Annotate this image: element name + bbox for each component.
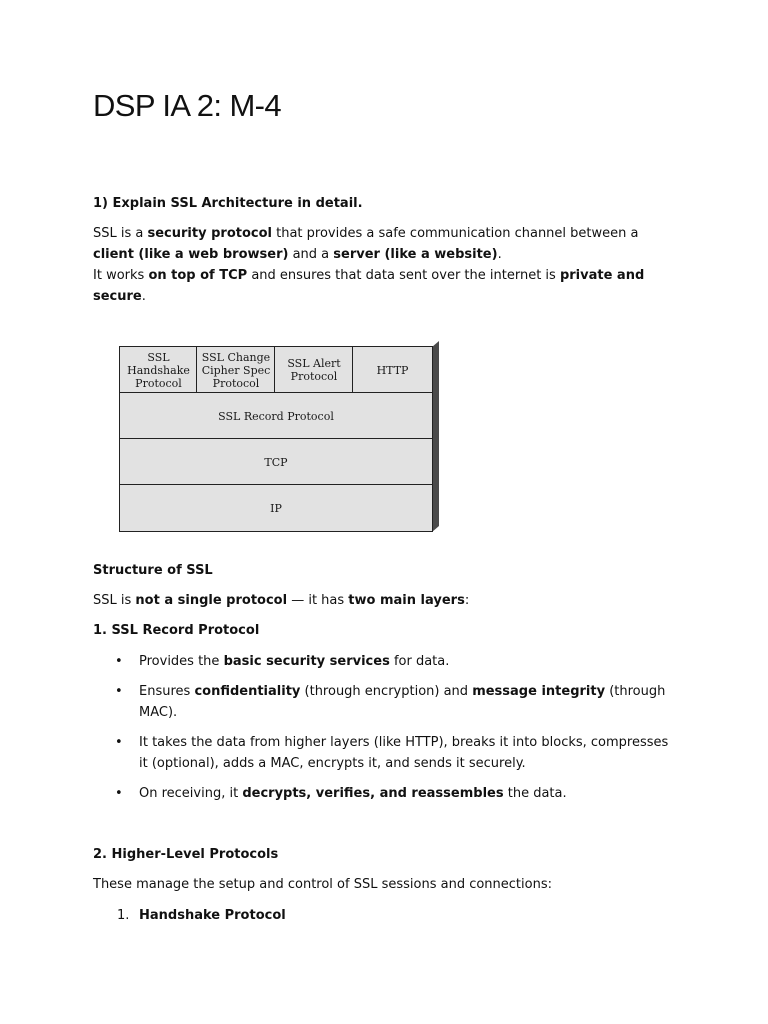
higher-protocols-heading: 2. Higher-Level Protocols [93, 847, 279, 862]
item-number: 1. [117, 908, 130, 923]
structure-paragraph: SSL is not a single protocol — it has two main layers: [93, 593, 470, 608]
tcp-cell: TCP [119, 438, 433, 486]
question-heading: 1) Explain SSL Architecture in detail. [93, 196, 363, 211]
ip-cell: IP [119, 484, 433, 532]
ssl-change-cipher-spec-cell: SSL Change Cipher Spec Protocol [196, 346, 276, 394]
http-cell: HTTP [352, 346, 433, 394]
structure-heading: Structure of SSL [93, 563, 213, 578]
diagram-side-edge [432, 341, 439, 532]
ssl-architecture-diagram [118, 341, 440, 534]
bullet: • [115, 735, 123, 750]
ssl-alert-cell: SSL Alert Protocol [274, 346, 354, 394]
ssl-record-protocol-cell: SSL Record Protocol [119, 392, 433, 440]
record-protocol-heading: 1. SSL Record Protocol [93, 623, 260, 638]
bullet: • [115, 684, 123, 699]
bullet: • [115, 654, 123, 669]
intro-paragraph: SSL is a security protocol that provides a safe communication channel between a client (like a web browser) and a server (like a website). [93, 226, 639, 262]
bullet: • [115, 786, 123, 801]
ssl-handshake-cell: SSL Handshake Protocol [119, 346, 198, 394]
tcp-paragraph: It works on top of TCP and ensures that data sent over the internet is private and secure. [93, 268, 645, 304]
higher-protocols-intro: These manage the setup and control of SSL sessions and connections: [93, 877, 552, 892]
page-title: DSP IA 2: M-4 [93, 88, 282, 123]
